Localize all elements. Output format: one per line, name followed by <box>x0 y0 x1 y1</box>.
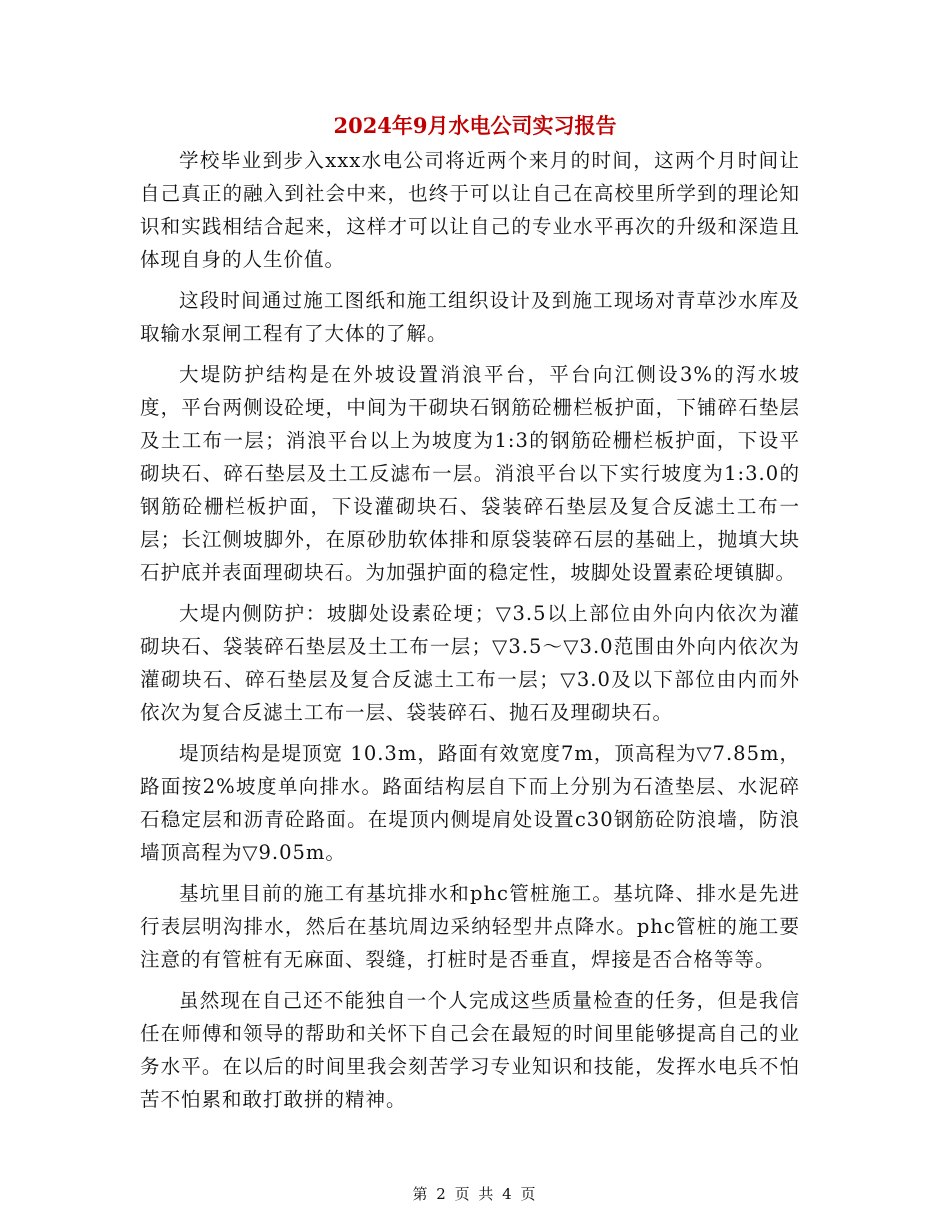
paragraph-2: 这段时间通过施工图纸和施工组织设计及到施工现场对青草沙水库及取输水泵闸工程有了大体的了解。 <box>140 289 800 345</box>
paragraph-4: 大堤内侧防护：坡脚处设素砼埂；▽3.5以上部位由外向内依次为灌砌块石、袋装碎石垫层及土工布一层；▽3.5～▽3.0范围由外向内依次为灌砌块石、碎石垫层及复合反滤土工布一层；▽3.0及以下部位由内而外依次为复合反滤土工布一层、袋装碎石、抛石及理砌块石。 <box>140 602 800 724</box>
paragraph-7: 虽然现在自己还不能独自一个人完成这些质量检查的任务，但是我信任在师傅和领导的帮助和关怀下自己会在最短的时间里能够提高自己的业务水平。在以后的时间里我会刻苦学习专业知识和技能，发挥水电兵不怕苦不怕累和敢打敢拼的精神。 <box>140 989 800 1111</box>
paragraph-1: 学校毕业到步入xxx水电公司将近两个来月的时间，这两个月时间让自己真正的融入到社会中来，也终于可以让自己在高校里所学到的理论知识和实践相结合起来，这样才可以让自己的专业水平再次的升级和深造且体现自身的人生价值。 <box>140 149 800 271</box>
paragraph-3: 大堤防护结构是在外坡设置消浪平台，平台向江侧设3%的泻水坡度，平台两侧设砼埂，中间为干砌块石钢筋砼栅栏板护面，下铺碎石垫层及土工布一层；消浪平台以上为坡度为1:3的钢筋砼栅栏板护面，下设平砌块石、碎石垫层及土工反滤布一层。消浪平台以下实行坡度为1:3.0的钢筋砼栅栏板护面，下设灌砌块石、袋装碎石垫层及复合反滤土工布一层；长江侧坡脚外，在原砂肋软体排和原袋装碎石层的基础上，抛填大块石护底并表面理砌块石。为加强护面的稳定性，坡脚处设置素砼埂镇脚。 <box>140 363 800 584</box>
page-number-footer: 第 2 页 共 4 页 <box>412 1185 538 1203</box>
paragraph-5: 堤顶结构是堤顶宽 10.3m，路面有效宽度7m，顶高程为▽7.85m，路面按2%坡度单向排水。路面结构层自下而上分别为石渣垫层、水泥碎石稳定层和沥青砼路面。在堤顶内侧堤肩处设置c30钢筋砼防浪墙，防浪墙顶高程为▽9.05m。 <box>140 742 800 864</box>
document-body <box>140 144 800 1124</box>
document-title: 2024年9月水电公司实习报告 <box>333 113 617 138</box>
paragraph-6: 基坑里目前的施工有基坑排水和phc管桩施工。基坑降、排水是先进行表层明沟排水，然后在基坑周边采纳轻型井点降水。phc管桩的施工要注意的有管桩有无麻面、裂缝，打桩时是否垂直，焊接是否合格等等。 <box>140 882 800 971</box>
